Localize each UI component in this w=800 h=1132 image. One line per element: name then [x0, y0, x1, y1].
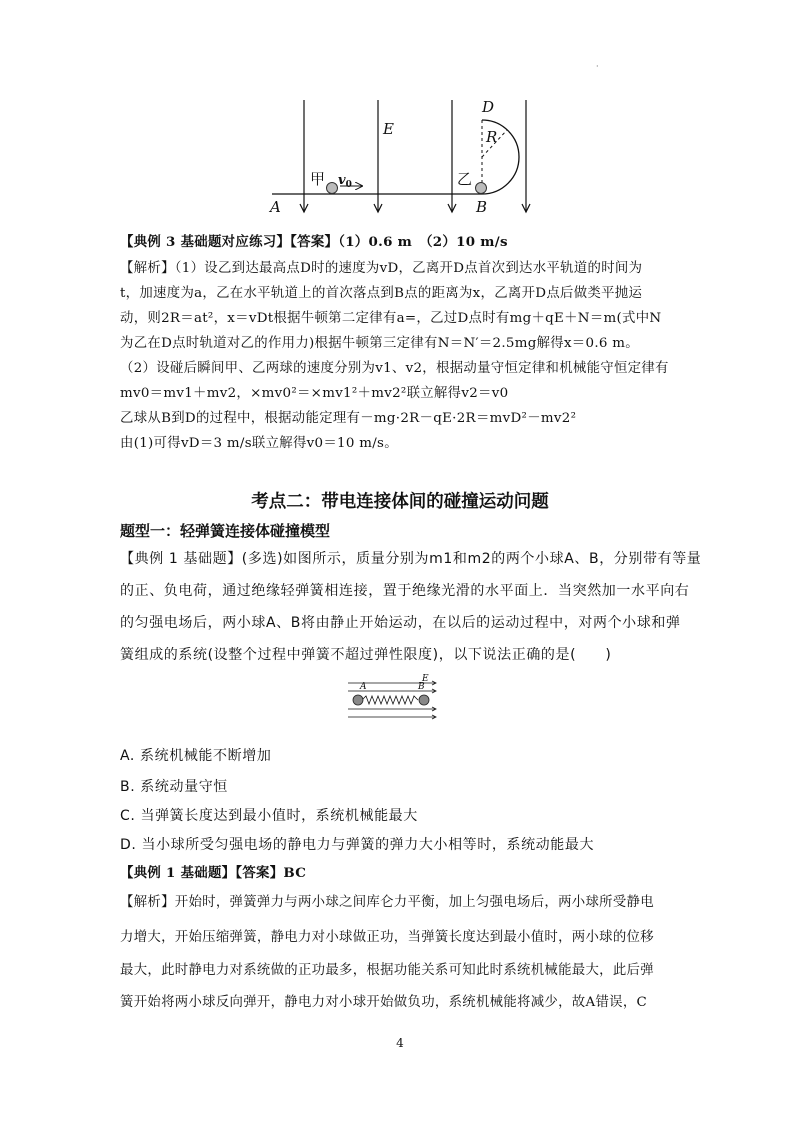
corner-dot: · — [596, 62, 599, 71]
subheading: 题型一：轻弹簧连接体碰撞模型 — [120, 522, 331, 540]
ball-B — [419, 695, 429, 705]
option-b: B. 系统动量守恒 — [120, 779, 228, 795]
ball-yi — [476, 183, 487, 194]
label-A2: A — [360, 682, 367, 692]
solution-line-1: 【解析】（1）设乙到达最高点D时的速度为vD，乙离开D点首次到达水平轨道的时间为 — [120, 261, 643, 276]
label-D: D — [482, 98, 495, 116]
answer-line: 【典例 3 基础题对应练习】【答案】（1）0.6 m （2）10 m/s — [120, 234, 508, 250]
solution-line-6: mv0＝mv1＋mv2，×mv0²＝×mv1²＋mv2²联立解得v2＝v0 — [120, 386, 509, 401]
label-B2: B — [418, 682, 425, 692]
solution-line-8: 由(1)可得vD＝3 m/s联立解得v0＝10 m/s。 — [120, 436, 398, 451]
page-number: 4 — [396, 1036, 404, 1050]
label-E2: E — [422, 674, 429, 684]
label-A: A — [270, 198, 281, 216]
explain-line-4: 簧开始将两小球反向弹开，静电力对小球开始做负功，系统机械能将减少，故A错误，C — [120, 995, 648, 1010]
ball-jia — [327, 183, 338, 194]
option-d: D. 当小球所受匀强电场的静电力与弹簧的弹力大小相等时，系统动能最大 — [120, 837, 595, 853]
explain-line-3: 最大，此时静电力对系统做的正功最多，根据功能关系可知此时系统机械能最大，此后弹 — [120, 963, 654, 978]
label-B: B — [476, 198, 488, 216]
label-E: E — [383, 120, 394, 138]
option-c: C. 当弹簧长度达到最小值时，系统机械能最大 — [120, 808, 418, 824]
solution-line-3: 动，则2R＝at²，x＝vDt根据牛顿第二定律有a=，乙过D点时有mg＋qE＋N＝m(式中N — [120, 311, 662, 326]
question-line-4: 簧组成的系统(设整个过程中弹簧不超过弹性限度)，以下说法正确的是( ) — [120, 647, 612, 663]
figure-spring-diagram — [344, 673, 444, 721]
label-v0: $v_0$ — [338, 173, 352, 190]
solution-line-4: 为乙在D点时轨道对乙的作用力)根据牛顿第三定律有N＝N′＝2.5mg解得x＝0.6 m。 — [120, 336, 639, 351]
field-lines — [304, 100, 526, 212]
explain-line-1: 【解析】开始时，弹簧弹力与两小球之间库仑力平衡，加上匀强电场后，两小球所受静电 — [120, 895, 654, 910]
field-arrowheads — [300, 204, 530, 212]
option-a: A. 系统机械能不断增加 — [120, 748, 272, 764]
solution-line-7: 乙球从B到D的过程中，根据动能定理有－mg·2R－qE·2R＝mvD²－mv2² — [120, 411, 577, 426]
section-title: 考点二：带电连接体间的碰撞运动问题 — [251, 492, 549, 512]
solution-line-2: t，加速度为a，乙在水平轨道上的首次落点到B点的距离为x，乙离开D点后做类平抛运 — [120, 286, 643, 301]
label-jia: 甲 — [310, 170, 326, 188]
explain-line-2: 力增大，开始压缩弹簧，静电力对小球做正功，当弹簧长度达到最小值时，两小球的位移 — [120, 930, 654, 945]
solution-line-5: （2）设碰后瞬间甲、乙两球的速度分别为v1、v2，根据动量守恒定律和机械能守恒定律有 — [120, 361, 669, 376]
label-R: R — [486, 128, 498, 146]
answer-line-2: 【典例 1 基础题】【答案】BC — [120, 865, 307, 881]
question-line-2: 的正、负电荷，通过绝缘轻弹簧相连接，置于绝缘光滑的水平面上．当突然加一水平向右 — [120, 583, 690, 599]
ball-A — [353, 695, 363, 705]
spring — [362, 696, 418, 704]
question-line-3: 的匀强电场后，两小球A、B将由静止开始运动，在以后的运动过程中，对两个小球和弹 — [120, 615, 681, 631]
figure-track-diagram — [262, 98, 542, 218]
label-yi: 乙 — [457, 170, 473, 188]
question-line-1: 【典例 1 基础题】(多选)如图所示，质量分别为m1和m2的两个小球A、B，分别带有等量 — [120, 551, 702, 567]
